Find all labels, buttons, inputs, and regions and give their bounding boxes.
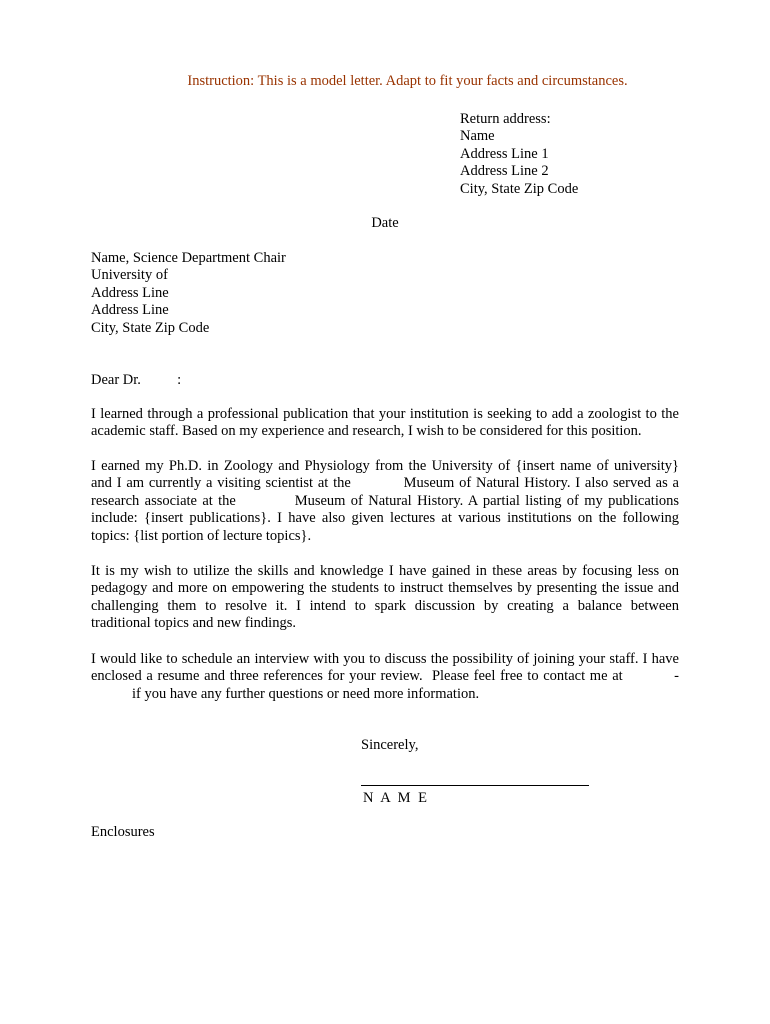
recipient-address-block — [91, 250, 286, 337]
paragraph-line: topics: {list portion of lecture topics}. — [91, 527, 312, 544]
paragraph-line: I would like to schedule an interview with you to discuss the possibility of joining your staff. I have — [91, 651, 679, 667]
paragraph-line: research associate at the Museum of Natural History. A partial listing of my publications — [91, 492, 679, 509]
return-address-line-1: Address Line 1 — [460, 145, 549, 162]
return-address-line-2: Address Line 2 — [460, 163, 549, 180]
return-address-city: City, State Zip Code — [460, 180, 579, 197]
salutation: Dear Dr. : — [91, 372, 182, 388]
enclosures-note: Enclosures — [91, 824, 155, 840]
paragraph-line: I earned my Ph.D. in Zoology and Physiology from the University of {insert name of university} — [91, 458, 679, 474]
paragraph-line: challenging them to resolve it. I intend to spark discussion by creating a balance between — [91, 597, 679, 614]
paragraph-line: and I am currently a visiting scientist at the Museum of Natural History. I also served as a — [91, 475, 679, 492]
recipient-university: University of — [91, 267, 168, 284]
paragraph-line: academic staff. Based on my experience and research, I wish to be considered for this position. — [91, 423, 642, 440]
paragraph-line: if you have any further questions or need more information. — [132, 685, 480, 702]
recipient-address-line-1: Address Line — [91, 284, 169, 301]
recipient-name: Name, Science Department Chair — [91, 250, 286, 266]
paragraph-interview — [91, 651, 679, 703]
return-address-block — [460, 111, 578, 198]
paragraph-line: pedagogy and more on empowering the students to instruct themselves by presenting the issue and — [91, 580, 679, 597]
paragraph-line: It is my wish to utilize the skills and knowledge I have gained in these areas by focusing less on — [91, 563, 679, 579]
paragraph-line: I learned through a professional publication that your institution is seeking to add a zoologist to the — [91, 406, 679, 422]
paragraph-line: include: {insert publications}. I have also given lectures at various institutions on the following — [91, 510, 679, 527]
paragraph-teaching — [91, 563, 679, 633]
paragraph-line: traditional topics and new findings. — [91, 615, 296, 632]
closing: Sincerely, — [361, 737, 419, 753]
paragraph-intro — [91, 406, 679, 441]
instruction-note: Instruction: This is a model letter. Adapt to fit your facts and circumstances. — [187, 73, 628, 89]
recipient-city: City, State Zip Code — [91, 319, 210, 336]
signature-name: N A M E — [363, 790, 429, 806]
recipient-address-line-2: Address Line — [91, 302, 169, 319]
paragraph-line: enclosed a resume and three references for your review. Please feel free to contact me at - — [91, 668, 679, 685]
return-address-name: Name — [460, 128, 495, 145]
return-address-heading: Return address: — [460, 111, 551, 127]
paragraph-qualifications — [91, 458, 679, 545]
signature-line — [361, 785, 589, 786]
letter-date: Date — [371, 215, 399, 231]
